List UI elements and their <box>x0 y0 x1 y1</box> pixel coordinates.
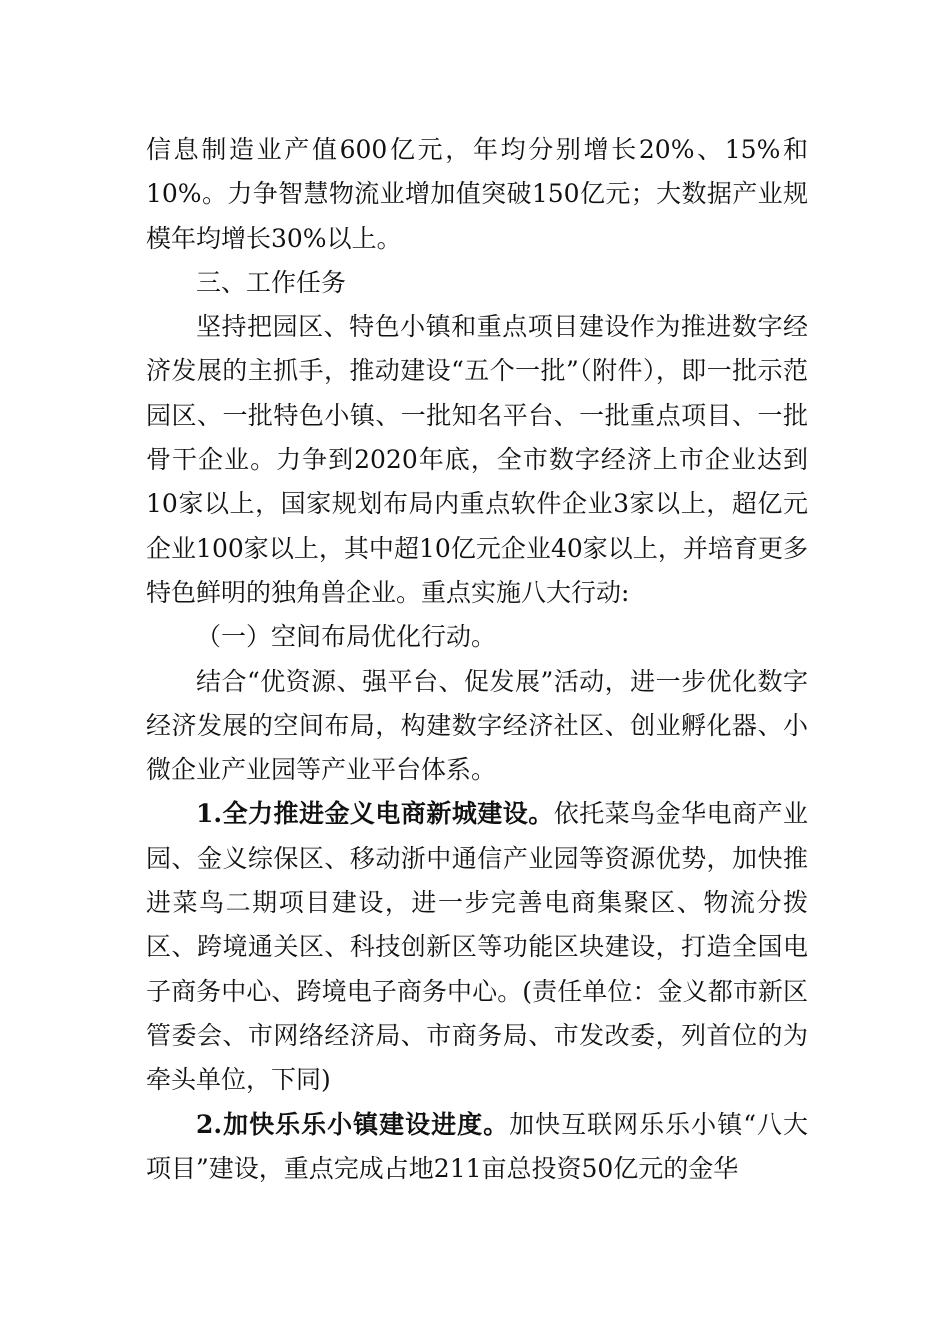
item-1 <box>146 792 808 1102</box>
paragraph-continued: 信息制造业产值600亿元，年均分别增长20%、15%和10%。力争智慧物流业增加值突破150亿元；大数据产业规模年均增长30%以上。 <box>146 135 808 253</box>
section-heading: 三、工作任务 <box>196 267 347 297</box>
paragraph-tasks: 坚持把园区、特色小镇和重点项目建设作为推进数字经济发展的主抓手，推动建设“五个一批”（附件），即一批示范园区、一批特色小镇、一批知名平台、一批重点项目、一批骨干企业。力争到2020年底，全市数字经济上市企业达到10家以上，国家规划布局内重点软件企业3家以上，超亿元企业100家以上，其中超10亿元企业40家以上，并培育更多特色鲜明的独角兽企业。重点实施八大行动: <box>146 312 808 607</box>
item-1-body: 依托菜鸟金华电商产业园、金义综保区、移动浙中通信产业园等资源优势，加快推进菜鸟二期项目建设，进一步完善电商集聚区、物流分拨区、跨境通关区、科技创新区等功能区块建设，打造全国电子商务中心、跨境电子商务中心。(责任单位：金义都市新区管委会、市网络经济局、市商务局、市发改委，列首位的为牵头单位，下同) <box>146 799 808 1095</box>
item-1-title: 1.全力推进金义电商新城建设。 <box>196 799 554 829</box>
item-2-title: 2.加快乐乐小镇建设进度。 <box>196 1109 510 1139</box>
paragraph-layout: 结合“优资源、强平台、促发展”活动，进一步优化数字经济发展的空间布局，构建数字经济社区、创业孵化器、小微企业产业园等产业平台体系。 <box>146 666 808 785</box>
item-2 <box>146 1103 808 1192</box>
item-2-body: 加快互联网乐乐小镇“八大项目”建设，重点完成占地211亩总投资50亿元的金华 <box>146 1109 808 1183</box>
document-body <box>146 128 808 1191</box>
sub-heading: （一）空间布局优化行动。 <box>196 622 497 652</box>
